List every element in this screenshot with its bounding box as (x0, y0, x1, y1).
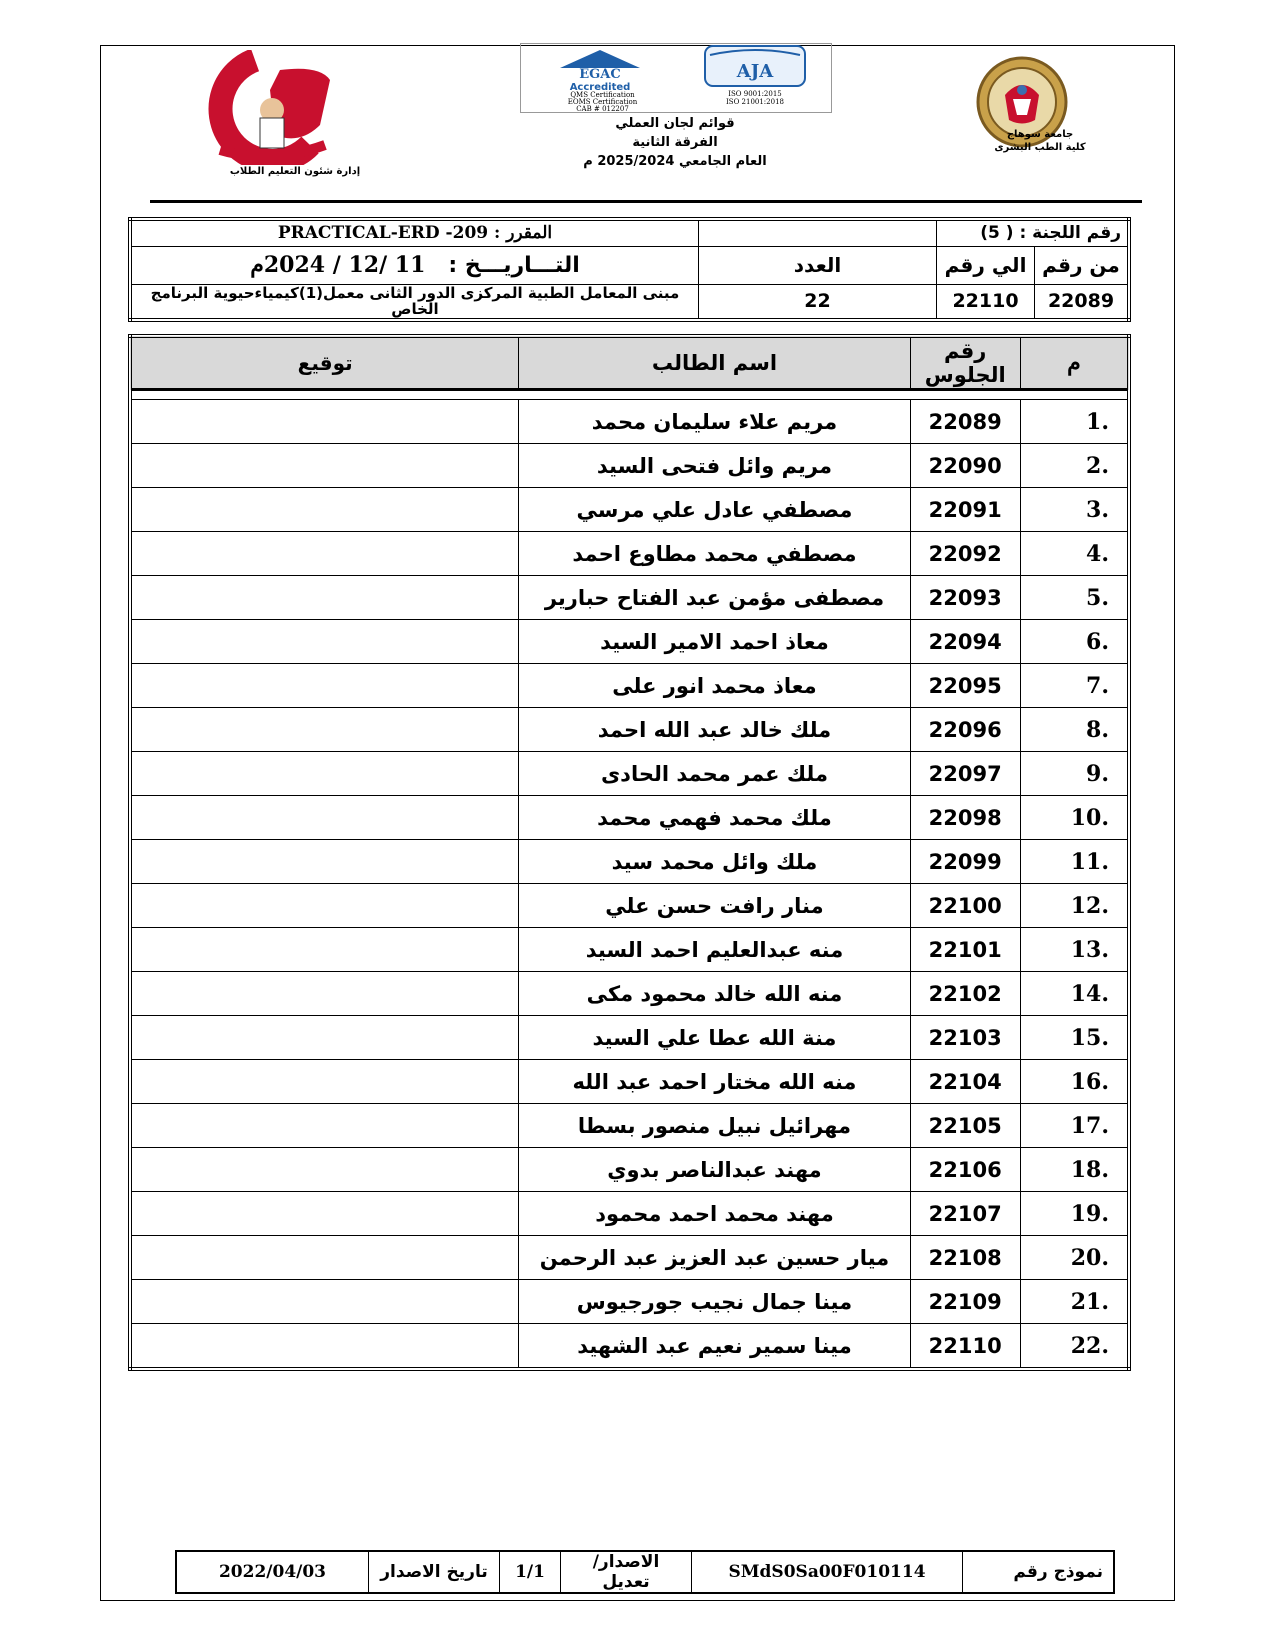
row-index: 2. (1020, 444, 1129, 488)
table-row (130, 752, 1129, 796)
seat-number: 22108 (910, 1236, 1020, 1280)
university-name: جامعة سوهاج (1006, 129, 1074, 140)
egac-line-2: EOMS Certification (567, 98, 638, 106)
signature-cell (130, 488, 519, 532)
issue-date-label: تاريخ الاصدار (369, 1551, 500, 1593)
student-name: معاذ محمد انور على (519, 664, 910, 708)
course-name: المقرر : 209- PRACTICAL-ERD (130, 219, 699, 246)
table-row (130, 620, 1129, 664)
egac-line-3: CAB # 012207 (576, 105, 629, 113)
seat-number: 22110 (910, 1324, 1020, 1370)
signature-cell (130, 1280, 519, 1324)
committee-info-table (128, 217, 1131, 322)
from-number-label: من رقم (1035, 246, 1130, 284)
signature-cell (130, 1016, 519, 1060)
signature-cell (130, 400, 519, 444)
header-divider (150, 200, 1142, 203)
from-number-value: 22089 (1035, 284, 1130, 320)
table-row (130, 1192, 1129, 1236)
signature-cell (130, 928, 519, 972)
faculty-name: كلية الطب البشرى (994, 142, 1086, 153)
student-name: مريم وائل فتحى السيد (519, 444, 910, 488)
signature-cell (130, 1192, 519, 1236)
seat-number: 22091 (910, 488, 1020, 532)
table-row (130, 928, 1129, 972)
table-row (130, 1236, 1129, 1280)
version-label: الاصدار/تعديل (561, 1551, 692, 1593)
row-index: 10. (1020, 796, 1129, 840)
signature-cell (130, 1148, 519, 1192)
seat-number: 22109 (910, 1280, 1020, 1324)
seat-number: 22097 (910, 752, 1020, 796)
aja-line-2: ISO 21001:2018 (726, 98, 784, 106)
seat-number: 22093 (910, 576, 1020, 620)
row-index: 9. (1020, 752, 1129, 796)
student-name: معاذ احمد الامير السيد (519, 620, 910, 664)
count-label: العدد (699, 246, 937, 284)
document-title (540, 114, 810, 171)
column-header-signature: توقيع (130, 336, 519, 390)
student-name: مهند عبدالناصر بدوي (519, 1148, 910, 1192)
committee-number: رقم اللجنة : ( 5) (937, 219, 1130, 246)
table-row (130, 1324, 1129, 1370)
faculty-of-medicine-logo (160, 50, 350, 165)
student-name: ميار حسين عبد العزيز عبد الرحمن (519, 1236, 910, 1280)
row-index: 15. (1020, 1016, 1129, 1060)
table-row (130, 1060, 1129, 1104)
seat-number: 22104 (910, 1060, 1020, 1104)
student-name: ملك خالد عبد الله احمد (519, 708, 910, 752)
column-header-name: اسم الطالب (519, 336, 910, 390)
student-name: مهرائيل نبيل منصور بسطا (519, 1104, 910, 1148)
student-name: مهند محمد احمد محمود (519, 1192, 910, 1236)
row-index: 7. (1020, 664, 1129, 708)
signature-cell (130, 840, 519, 884)
form-number-label: نموذج رقم (963, 1551, 1115, 1593)
table-row (130, 1016, 1129, 1060)
exam-date (130, 246, 699, 284)
signature-cell (130, 884, 519, 928)
title-line-1: قوائم لجان العملي (615, 116, 735, 131)
table-row (130, 400, 1129, 444)
exam-location: مبنى المعامل الطبية المركزى الدور الثانى معمل(1)كيمياءحيوية البرنامج الخاص (130, 284, 699, 320)
student-name: مريم علاء سليمان محمد (519, 400, 910, 444)
student-name: مصطفى مؤمن عبد الفتاح حبارير (519, 576, 910, 620)
signature-cell (130, 1324, 519, 1370)
column-header-seat: رقم الجلوس (910, 336, 1020, 390)
row-index: 22. (1020, 1324, 1129, 1370)
student-name: منار رافت حسن علي (519, 884, 910, 928)
signature-cell (130, 752, 519, 796)
row-index: 6. (1020, 620, 1129, 664)
title-line-2: الفرقة الثانية (632, 135, 718, 150)
table-row (130, 576, 1129, 620)
egac-line-1: QMS Certification (570, 91, 635, 99)
row-index: 1. (1020, 400, 1129, 444)
egac-accredited: Accredited (569, 82, 631, 92)
table-row (130, 664, 1129, 708)
row-index: 16. (1020, 1060, 1129, 1104)
title-line-3: العام الجامعي 2025/2024 م (583, 154, 767, 169)
seat-number: 22102 (910, 972, 1020, 1016)
student-name: مصطفي عادل علي مرسي (519, 488, 910, 532)
date-label: التـــاريـــخ : (448, 253, 580, 278)
student-name: منه الله مختار احمد عبد الله (519, 1060, 910, 1104)
table-row (130, 1280, 1129, 1324)
egac-logo (540, 48, 660, 92)
table-row (130, 796, 1129, 840)
seat-number: 22092 (910, 532, 1020, 576)
row-index: 8. (1020, 708, 1129, 752)
form-footer (175, 1550, 1115, 1594)
seat-number: 22098 (910, 796, 1020, 840)
table-row (130, 884, 1129, 928)
table-row (130, 532, 1129, 576)
row-index: 4. (1020, 532, 1129, 576)
student-name: منه عبدالعليم احمد السيد (519, 928, 910, 972)
signature-cell (130, 1060, 519, 1104)
signature-cell (130, 972, 519, 1016)
signature-cell (130, 664, 519, 708)
to-number-value: 22110 (937, 284, 1035, 320)
aja-title: AJA (736, 61, 774, 82)
table-row (130, 708, 1129, 752)
signature-cell (130, 620, 519, 664)
signature-cell (130, 532, 519, 576)
row-index: 21. (1020, 1280, 1129, 1324)
issue-date-value: 2022/04/03 (176, 1551, 369, 1593)
signature-cell (130, 1104, 519, 1148)
signature-cell (130, 708, 519, 752)
row-index: 14. (1020, 972, 1129, 1016)
student-name: مينا جمال نجيب جورجيوس (519, 1280, 910, 1324)
student-name: ملك عمر محمد الحادى (519, 752, 910, 796)
row-index: 12. (1020, 884, 1129, 928)
row-index: 20. (1020, 1236, 1129, 1280)
seat-number: 22089 (910, 400, 1020, 444)
seat-number: 22101 (910, 928, 1020, 972)
table-row (130, 488, 1129, 532)
row-index: 17. (1020, 1104, 1129, 1148)
table-row (130, 840, 1129, 884)
signature-cell (130, 1236, 519, 1280)
student-name: منة الله عطا علي السيد (519, 1016, 910, 1060)
seat-number: 22105 (910, 1104, 1020, 1148)
table-row (130, 972, 1129, 1016)
seat-number: 22099 (910, 840, 1020, 884)
egac-title: EGAC (579, 67, 621, 82)
signature-cell (130, 796, 519, 840)
signature-cell (130, 576, 519, 620)
student-affairs-label: إدارة شئون التعليم الطلاب (229, 166, 361, 177)
table-row (130, 1148, 1129, 1192)
aja-logo (700, 43, 810, 88)
table-row (130, 1104, 1129, 1148)
table-row (130, 444, 1129, 488)
student-name: مينا سمير نعيم عبد الشهيد (519, 1324, 910, 1370)
date-value: 11 /12 / 2024م (250, 252, 426, 278)
seat-number: 22090 (910, 444, 1020, 488)
row-index: 5. (1020, 576, 1129, 620)
student-name: ملك وائل محمد سيد (519, 840, 910, 884)
row-index: 11. (1020, 840, 1129, 884)
row-index: 19. (1020, 1192, 1129, 1236)
student-name: مصطفي محمد مطاوع احمد (519, 532, 910, 576)
student-name: منه الله خالد محمود مكى (519, 972, 910, 1016)
version-value: 1/1 (500, 1551, 561, 1593)
to-number-label: الي رقم (937, 246, 1035, 284)
seat-number: 22100 (910, 884, 1020, 928)
student-name: ملك محمد فهمي محمد (519, 796, 910, 840)
seat-number: 22094 (910, 620, 1020, 664)
form-number-value: SMdS0Sa00F010114 (692, 1551, 963, 1593)
row-index: 18. (1020, 1148, 1129, 1192)
seat-number: 22107 (910, 1192, 1020, 1236)
seat-number: 22096 (910, 708, 1020, 752)
row-index: 13. (1020, 928, 1129, 972)
signature-cell (130, 444, 519, 488)
seat-number: 22095 (910, 664, 1020, 708)
seat-number: 22106 (910, 1148, 1020, 1192)
column-header-index: م (1020, 336, 1129, 390)
count-value: 22 (699, 284, 937, 320)
seat-number: 22103 (910, 1016, 1020, 1060)
row-index: 3. (1020, 488, 1129, 532)
student-roster-table (128, 334, 1131, 1371)
aja-line-1: ISO 9001:2015 (728, 90, 782, 98)
